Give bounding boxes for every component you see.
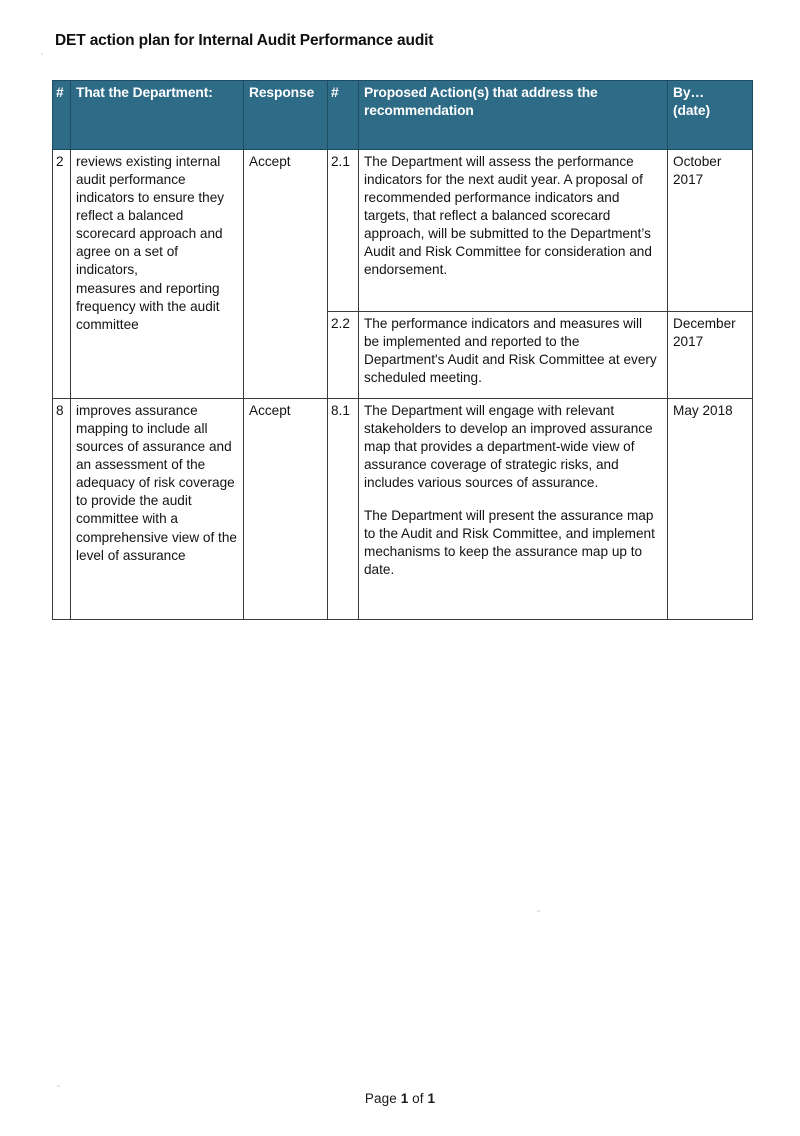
cell-proposed-action-paragraph: The Department will engage with relevant stakeholders to develop an improved assurance map that provides a department-wide view of assurance coverage of strategic risks, and includes various sources of assurance. (364, 403, 653, 491)
column-header-proposed-action-line1: Proposed Action(s) that address the (364, 85, 598, 100)
column-header-proposed-action (359, 81, 668, 150)
cell-recommendation-number: 2 (53, 150, 71, 399)
cell-by-date: May 2018 (668, 399, 753, 620)
cell-department-recommendation-part1: improves assurance mapping to include all sources of assurance and an assessment of the adequacy of risk coverage to provide the audit committee with a comprehensive view of the level of assurance (76, 403, 237, 563)
cell-recommendation-number: 8 (53, 399, 71, 620)
cell-department-recommendation-part1: reviews existing internal audit performance indicators to ensure they reflect a balanced scorecard approach and agree on a set of indicators, (76, 154, 225, 278)
column-header-action-number: # (328, 81, 359, 150)
column-header-response: Response (244, 81, 328, 150)
table-header-row (53, 81, 753, 150)
scan-artifact (537, 910, 540, 912)
cell-proposed-action (359, 312, 668, 399)
cell-action-number: 8.1 (328, 399, 359, 620)
column-header-by-date-line2: (date) (673, 102, 710, 118)
column-header-department: That the Department: (71, 81, 244, 150)
table-body (53, 150, 753, 620)
table-row (53, 399, 753, 620)
page-title: DET action plan for Internal Audit Performance audit (55, 32, 434, 49)
action-plan-table (52, 80, 753, 620)
column-header-by-date-line1: By… (673, 85, 705, 100)
scan-artifact (41, 53, 43, 55)
cell-proposed-action-paragraph: The Department will assess the performance indicators for the next audit year. A proposal of recommended performance indicators and targets, that reflect a balanced scorecard approach, will be submitted to the Department’s Audit and Risk Committee for consideration and endorsement. (364, 154, 652, 278)
cell-proposed-action-paragraph: The Department will present the assurance map to the Audit and Risk Committee, and implement mechanisms to keep the assurance map up to date. (364, 507, 655, 577)
cell-proposed-action (359, 150, 668, 312)
cell-department-recommendation (71, 399, 244, 620)
column-header-recommendation-number: # (53, 81, 71, 150)
table-header (53, 81, 753, 150)
column-header-by-date (668, 81, 753, 150)
cell-action-number: 2.2 (328, 312, 359, 399)
cell-by-date: October 2017 (668, 150, 753, 312)
page-footer-prefix: Page (364, 1091, 401, 1106)
cell-department-recommendation-part2: measures and reporting frequency with the audit committee (76, 280, 220, 332)
cell-proposed-action (359, 399, 668, 620)
page-footer-middle: of (408, 1091, 428, 1106)
cell-action-number: 2.1 (328, 150, 359, 312)
cell-department-recommendation (71, 150, 244, 399)
cell-by-date: December 2017 (668, 312, 753, 399)
page-footer (0, 1091, 800, 1106)
column-header-proposed-action-line2: recommendation (364, 102, 474, 118)
scan-artifact (57, 1085, 60, 1087)
cell-response: Accept (244, 150, 328, 399)
page-footer-total-pages: 1 (427, 1091, 436, 1106)
cell-response: Accept (244, 399, 328, 620)
cell-proposed-action-paragraph: The performance indicators and measures will be implemented and reported to the Department's Audit and Risk Committee at every scheduled meeting. (364, 316, 657, 386)
page-footer-current-page: 1 (400, 1091, 409, 1106)
table-row (53, 150, 753, 312)
